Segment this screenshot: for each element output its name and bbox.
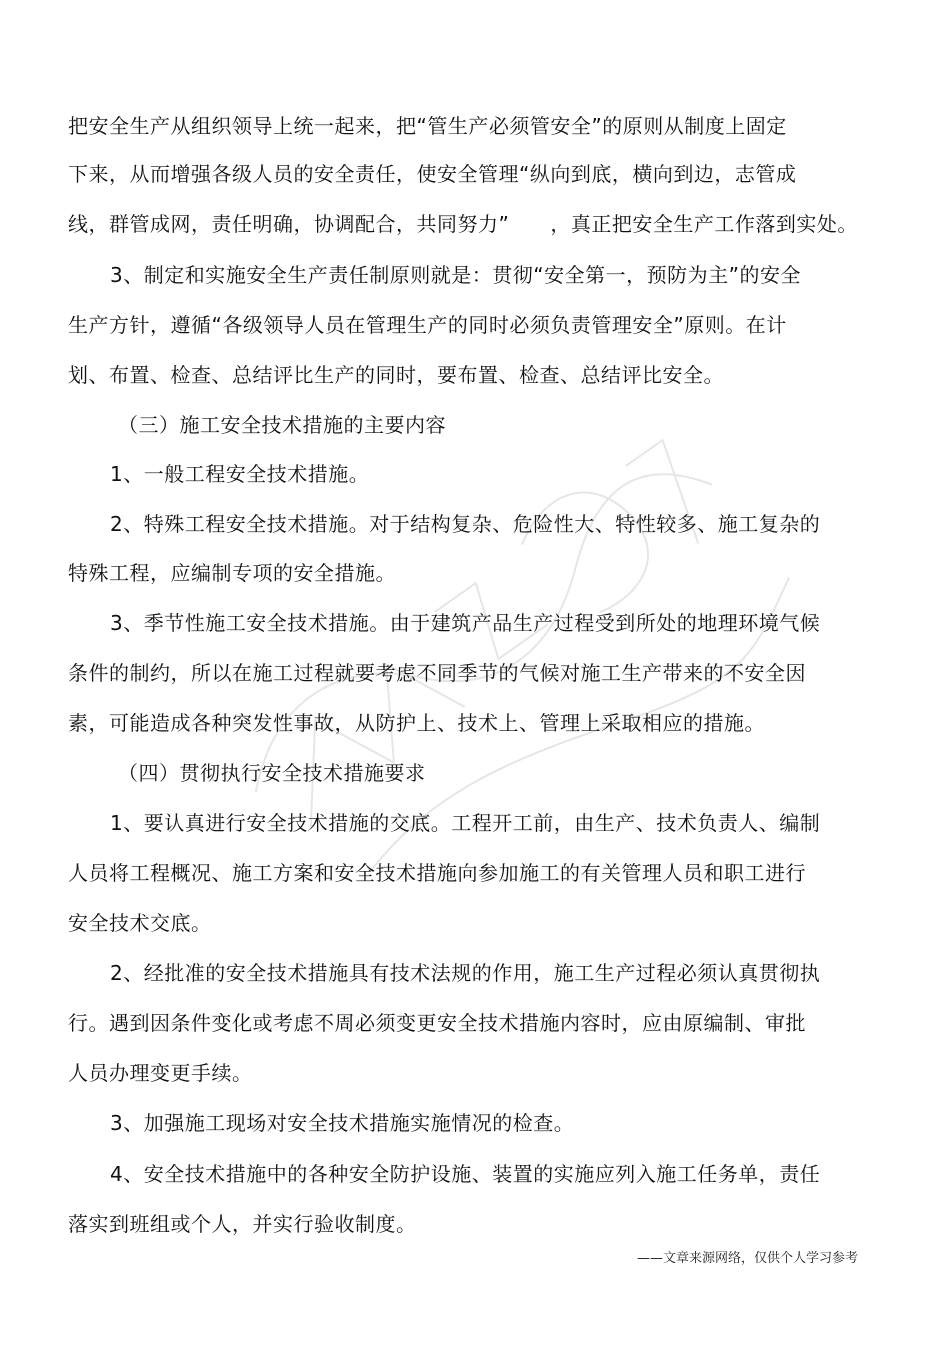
text-line-9: 2、特殊工程安全技术措施。对于结构复杂、危险性大、特性较多、施工复杂的 [110,512,821,536]
text-line-10: 特殊工程，应编制专项的安全措施。 [68,561,396,585]
text-line-1: 把安全生产从组织领导上统一起来，把“管生产必须管安全”的原则从制度上固定 [68,114,787,138]
source-footnote: ——文章来源网络，仅供个人学习参考 [636,1251,858,1266]
text-line-6: 划、布置、检查、总结评比生产的同时，要布置、检查、总结评比安全。 [68,363,724,387]
text-line-5: 生产方针，遵循“各级领导人员在管理生产的同时必须负责管理安全”原则。在计 [68,313,787,337]
text-line-12: 条件的制约，所以在施工过程就要考虑不同季节的气候对施工生产带来的不安全因 [68,661,806,685]
text-line-17: 安全技术交底。 [68,911,212,935]
text-line-2: 下来，从而增强各级人员的安全责任，使安全管理“纵向到底，横向到边，志管成 [68,162,797,186]
text-line-11: 3、季节性施工安全技术措施。由于建筑产品生产过程受到所处的地理环境气候 [110,611,821,635]
section-heading-4: （四）贯彻执行安全技术措施要求 [118,761,426,785]
text-line-19: 行。遇到因条件变化或考虑不周必须变更安全技术措施内容时，应由原编制、审批 [68,1011,806,1035]
text-line-8: 1、一般工程安全技术措施。 [110,462,370,486]
text-line-4: 3、制定和实施安全生产责任制原则就是：贯彻“安全第一，预防为主”的安全 [110,263,801,287]
text-line-20: 人员办理变更手续。 [68,1061,253,1085]
text-line-15: 1、要认真进行安全技术措施的交底。工程开工前，由生产、技术负责人、编制 [110,811,821,835]
text-line-18: 2、经批准的安全技术措施具有技术法规的作用，施工生产过程必须认真贯彻执 [110,961,821,985]
text-line-23: 落实到班组或个人，并实行验收制度。 [68,1212,417,1236]
text-line-22: 4、安全技术措施中的各种安全防护设施、装置的实施应列入施工任务单，责任 [110,1162,821,1186]
text-line-21: 3、加强施工现场对安全技术措施实施情况的检查。 [110,1111,575,1135]
text-line-16: 人员将工程概况、施工方案和安全技术措施向参加施工的有关管理人员和职工进行 [68,861,806,885]
text-line-3: 线，群管成网，责任明确，协调配合，共同努力” ，真正把安全生产工作落到实处。 [68,212,858,236]
text-line-13: 素，可能造成各种突发性事故，从防护上、技术上、管理上采取相应的措施。 [68,711,765,735]
section-heading-3: （三）施工安全技术措施的主要内容 [118,413,446,437]
